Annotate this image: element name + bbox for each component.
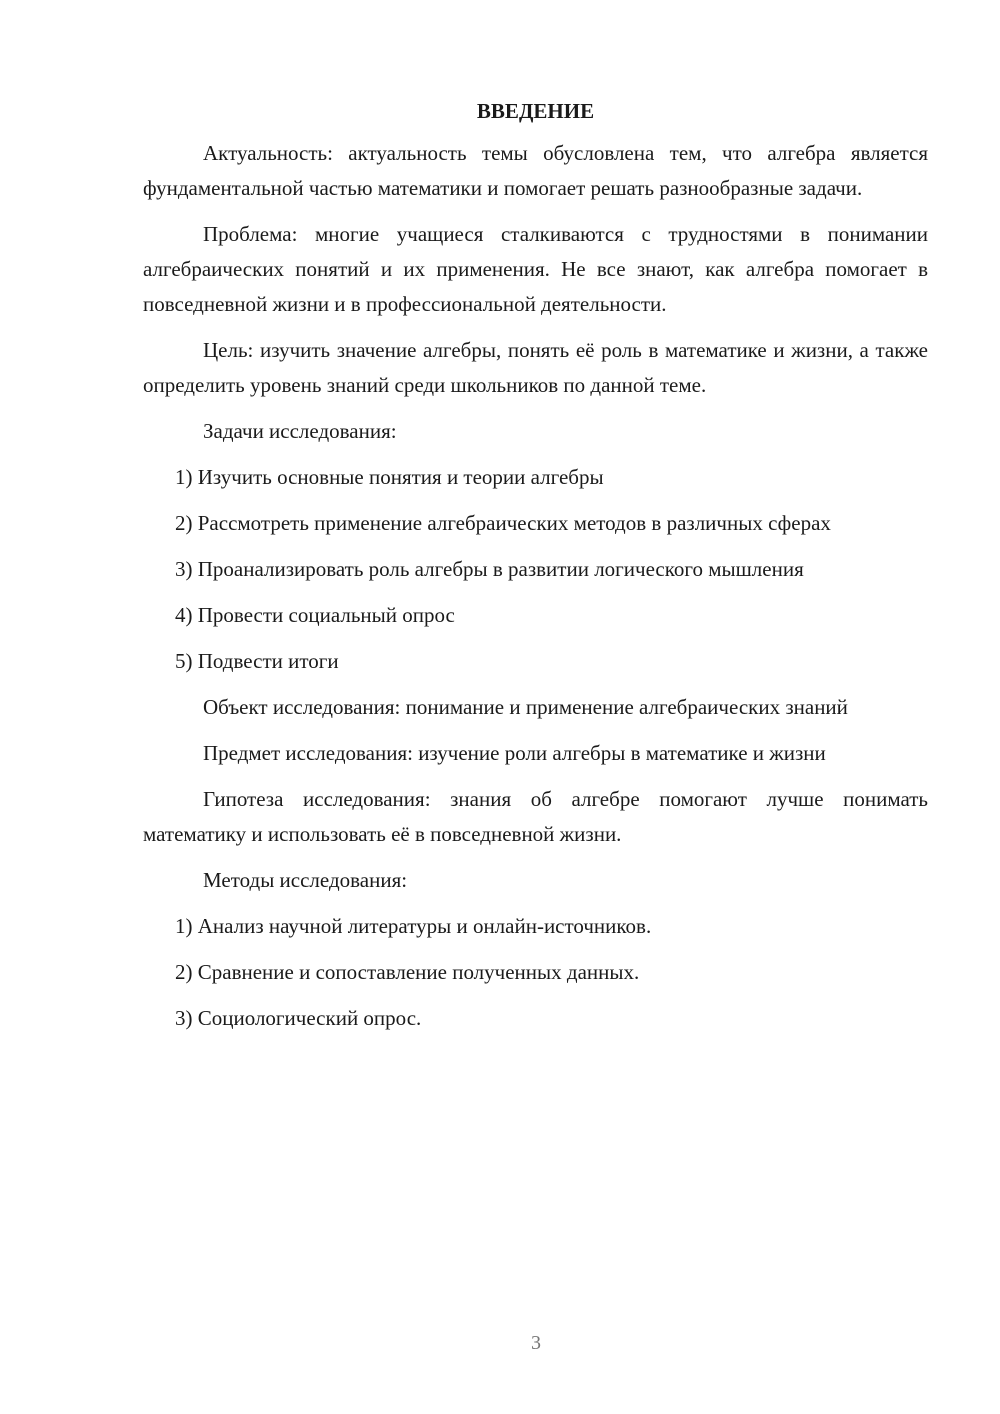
task-item-5: 5) Подвести итоги xyxy=(175,649,339,673)
paragraph-hypothesis: Гипотеза исследования: знания об алгебре помогают лучше понимать математику и использовать её в повседневной жизни. xyxy=(143,787,928,846)
method-item-2: 2) Сравнение и сопоставление полученных данных. xyxy=(175,960,640,984)
paragraph-object: Объект исследования: понимание и применение алгебраических знаний xyxy=(203,695,848,719)
section-heading: ВВЕДЕНИЕ xyxy=(476,99,595,123)
method-item-1: 1) Анализ научной литературы и онлайн-источников. xyxy=(175,914,652,938)
document-page xyxy=(143,96,928,1047)
page-number: 3 xyxy=(531,1332,541,1354)
tasks-title: Задачи исследования: xyxy=(203,419,397,443)
paragraph-relevance: Актуальность: актуальность темы обусловлена тем, что алгебра является фундаментальной частью математики и помогает решать разнообразные задачи. xyxy=(143,141,928,200)
task-item-2: 2) Рассмотреть применение алгебраических методов в различных сферах xyxy=(175,511,831,535)
task-item-3: 3) Проанализировать роль алгебры в развитии логического мышления xyxy=(175,557,804,581)
method-item-3: 3) Социологический опрос. xyxy=(175,1006,422,1030)
paragraph-goal: Цель: изучить значение алгебры, понять её роль в математике и жизни, а также определить уровень знаний среди школьников по данной теме. xyxy=(143,338,928,397)
paragraph-problem: Проблема: многие учащиеся сталкиваются с трудностями в понимании алгебраических понятий и их применения. Не все знают, как алгебра помогает в повседневной жизни и в профессиональной деятельности. xyxy=(143,222,928,316)
methods-title: Методы исследования: xyxy=(203,868,408,892)
task-item-1: 1) Изучить основные понятия и теории алгебры xyxy=(175,465,604,489)
paragraph-subject: Предмет исследования: изучение роли алгебры в математике и жизни xyxy=(203,741,826,765)
task-item-4: 4) Провести социальный опрос xyxy=(175,603,455,627)
